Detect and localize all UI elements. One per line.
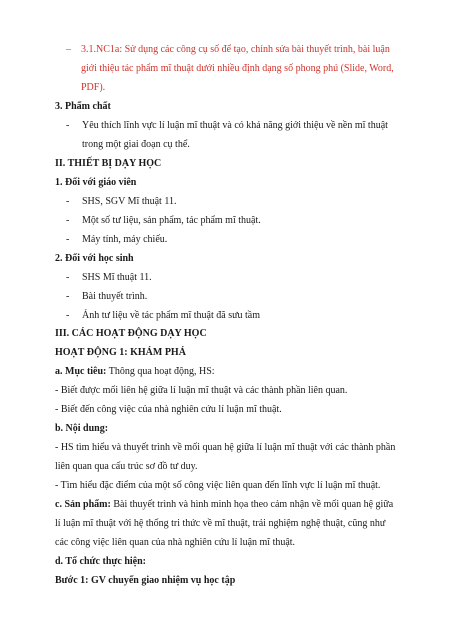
san-pham-label: c. Sản phẩm: — [55, 499, 111, 510]
list-bullet: - — [66, 234, 70, 245]
muc-tieu-line — [55, 366, 215, 378]
san-pham-first: Bài thuyết trình và hình minh họa theo cảm nhận về mối quan hệ giữa — [110, 499, 394, 510]
noi-dung-line: - Tìm hiểu đặc điểm của một số công việc liên quan đến lĩnh vực lí luận mĩ thuật. — [55, 480, 381, 491]
list-bullet: - — [66, 215, 70, 226]
list-bullet: - — [66, 291, 70, 302]
muc-tieu-text: Thông qua hoạt động, HS: — [106, 366, 215, 377]
red-item-line-3: PDF). — [81, 82, 106, 93]
list-bullet: - — [66, 120, 70, 131]
list-bullet: - — [66, 196, 70, 207]
hs-item: Ảnh tư liệu về tác phẩm mĩ thuật đã sưu tầm — [82, 310, 261, 321]
pham-chat-line-2: trong một giai đoạn cụ thể. — [82, 139, 190, 150]
heading-buoc-1: Bước 1: GV chuyển giao nhiệm vụ học tập — [55, 575, 236, 586]
pham-chat-line-1: Yêu thích lĩnh vực lí luận mĩ thuật và có khả năng giới thiệu về nền mĩ thuật — [82, 120, 388, 131]
muc-tieu-label: a. Mục tiêu: — [55, 366, 107, 377]
hs-item: Bài thuyết trình. — [82, 291, 148, 302]
gv-item: Một số tư liệu, sản phẩm, tác phẩm mĩ thuật. — [82, 215, 261, 226]
muc-tieu-item: - Biết đến công việc của nhà nghiên cứu lí luận mĩ thuật. — [55, 404, 282, 415]
heading-to-chuc: d. Tổ chức thực hiện: — [55, 556, 146, 567]
heading-thiet-bi: II. THIẾT BỊ DẠY HỌC — [55, 158, 162, 169]
heading-noi-dung: b. Nội dung: — [55, 423, 109, 434]
heading-giao-vien: 1. Đối với giáo viên — [55, 177, 137, 188]
muc-tieu-item: - Biết được mối liên hệ giữa lí luận mĩ thuật và các thành phần liên quan. — [55, 385, 348, 396]
san-pham-line: các công việc liên quan của nhà nghiên cứu lí luận mĩ thuật. — [55, 537, 296, 548]
red-item-line-1: 3.1.NC1a: Sử dụng các công cụ số để tạo, chỉnh sửa bài thuyết trình, bài luận — [81, 44, 390, 55]
gv-item: SHS, SGV Mĩ thuật 11. — [82, 196, 177, 207]
heading-pham-chat: 3. Phẩm chất — [55, 101, 111, 112]
san-pham-line — [55, 499, 393, 511]
noi-dung-line: liên quan qua cấu trúc sơ đồ tư duy. — [55, 461, 198, 472]
heading-hoat-dong: III. CÁC HOẠT ĐỘNG DẠY HỌC — [55, 328, 207, 339]
red-item-line-2: giới thiệu tác phẩm mĩ thuật dưới nhiều định dạng số phong phú (Slide, Word, — [81, 63, 394, 74]
noi-dung-line: - HS tìm hiểu và thuyết trình về mối quan hệ giữa lí luận mĩ thuật với các thành phần — [55, 442, 396, 453]
san-pham-line: lí luận mĩ thuật với hệ thống tri thức về mĩ thuật, trải nghiệm nghệ thuật, cũng như — [55, 518, 386, 529]
red-bullet: – — [66, 44, 71, 55]
list-bullet: - — [66, 272, 70, 283]
gv-item: Máy tính, máy chiếu. — [82, 234, 168, 245]
hs-item: SHS Mĩ thuật 11. — [82, 272, 152, 283]
heading-hoc-sinh: 2. Đối với học sinh — [55, 253, 134, 264]
list-bullet: - — [66, 310, 70, 321]
heading-hoat-dong-1: HOẠT ĐỘNG 1: KHÁM PHÁ — [55, 347, 186, 358]
